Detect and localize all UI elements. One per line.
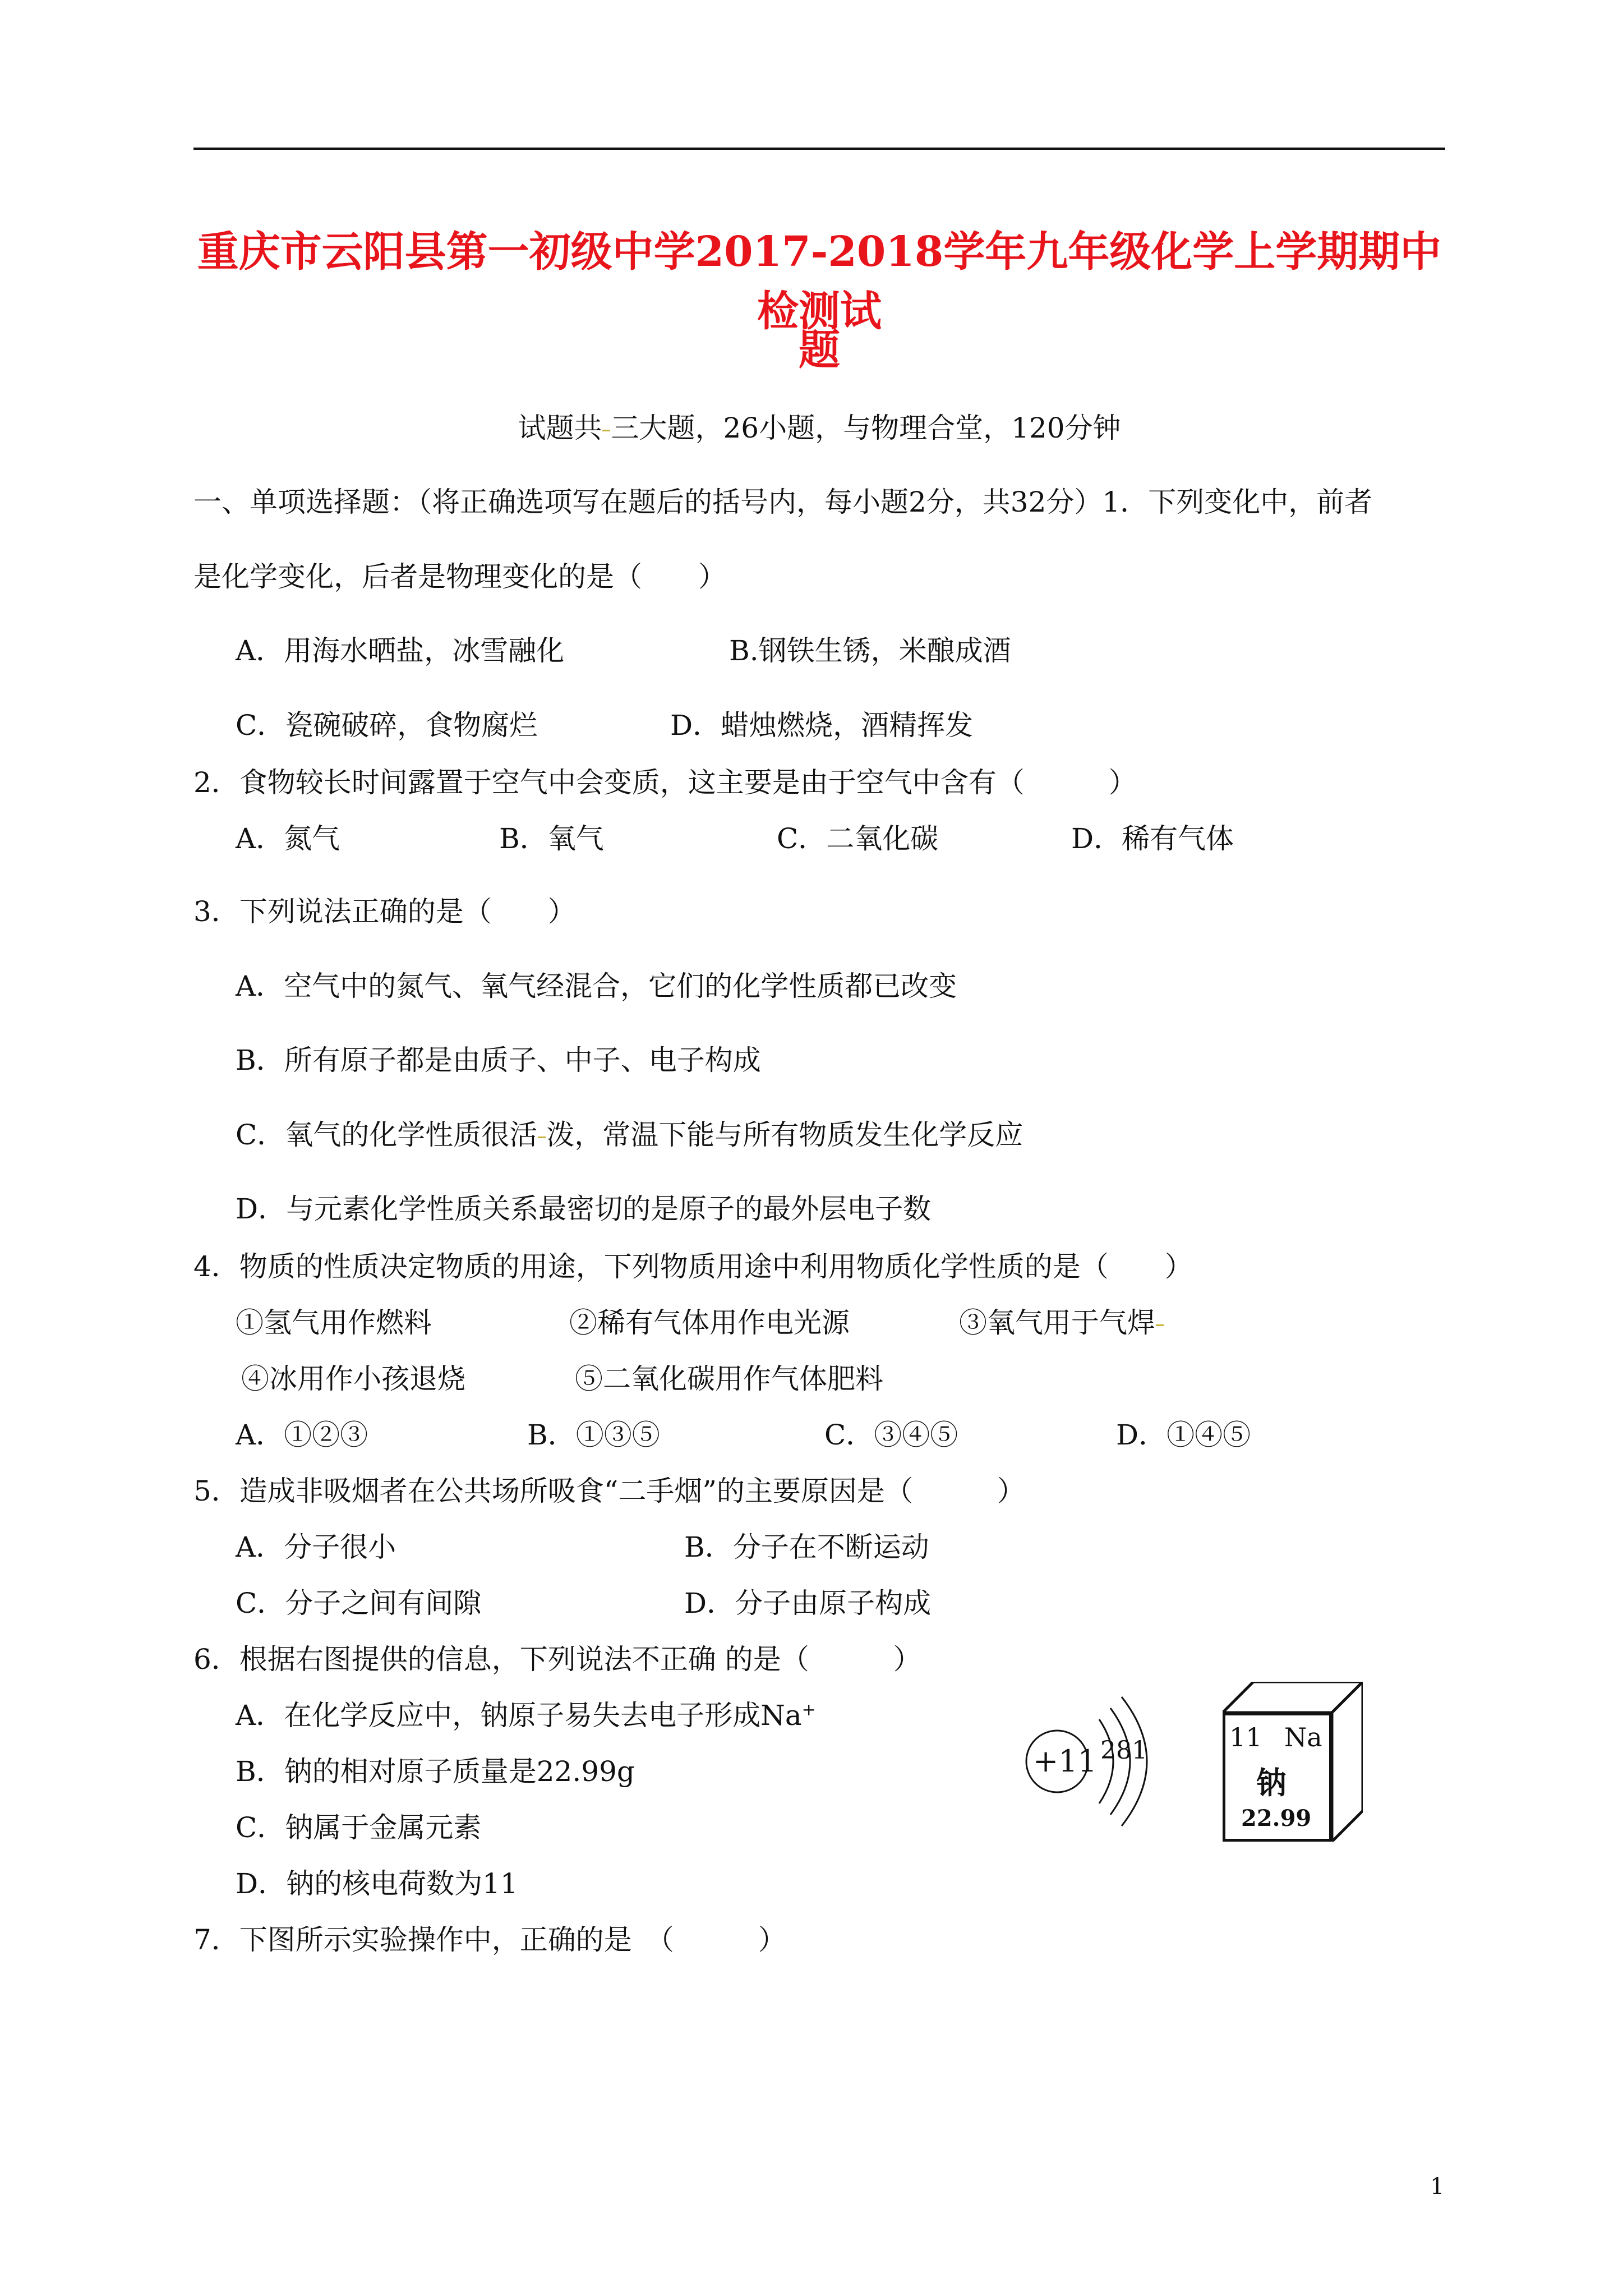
- q1-stem-cont: 是化学变化，后者是物理变化的是（ ）: [193, 560, 726, 593]
- q4-option-c: C．③④⑤: [824, 1419, 958, 1451]
- exam-title-cont: 题: [799, 326, 840, 374]
- q1-option-c: C．瓷碗破碎，食物腐烂: [236, 709, 538, 742]
- q4-item-5: ⑤二氧化碳用作气体肥料: [575, 1363, 883, 1395]
- q4-item-1: ①氢气用作燃料: [236, 1306, 432, 1339]
- atomic-mass: 22.99: [1241, 1805, 1312, 1832]
- q4-item-4: ④冰用作小孩退烧: [241, 1363, 465, 1395]
- q3-option-c-part-b: 泼，常温下能与所有物质发生化学反应: [546, 1119, 1023, 1151]
- subtitle-part-b: 三大题，26小题，与物理合堂，120分钟: [611, 412, 1121, 444]
- exam-subtitle: [193, 414, 1445, 442]
- section1-intro: 一、单项选择题：（将正确选项写在题后的括号内，每小题2分，共32分）1．下列变化中，前者: [193, 486, 1373, 518]
- q4-item-3-text: ③氧气用于气焊: [959, 1306, 1155, 1339]
- q5-option-d: D．分子由原子构成: [684, 1587, 932, 1619]
- q4-option-d: D．①④⑤: [1116, 1419, 1251, 1451]
- q6-option-c: C．钠属于金属元素: [236, 1811, 482, 1844]
- element-symbol: Na: [1284, 1722, 1322, 1752]
- q4-option-b: B．①③⑤: [527, 1419, 660, 1451]
- q3-option-c: [236, 1121, 1023, 1149]
- exam-title: 重庆市云阳县第一初级中学2017-2018学年九年级化学上学期期中检测试: [197, 228, 1442, 335]
- q6-option-b: B．钠的相对原子质量是22.99g: [236, 1755, 635, 1788]
- q3-option-b: B．所有原子都是由质子、中子、电子构成: [236, 1044, 761, 1076]
- page-number: 1: [1430, 2174, 1445, 2200]
- q5-option-c: C．分子之间有间隙: [236, 1587, 482, 1619]
- q4-item-2: ②稀有气体用作电光源: [569, 1306, 850, 1339]
- q6-option-d: D．钠的核电荷数为11: [236, 1867, 518, 1900]
- sodium-atom-diagram: [1021, 1688, 1206, 1829]
- q3-option-c-part-a: C．氧气的化学性质很活: [236, 1119, 538, 1151]
- header-rule: [193, 148, 1445, 150]
- edit-marker: [538, 1137, 546, 1138]
- q2-option-b: B．氧气: [499, 822, 604, 855]
- q1-option-b: B.钢铁生锈，米酿成酒: [729, 634, 1011, 667]
- q5-option-a: A．分子很小: [236, 1531, 396, 1563]
- q2-stem: 2．食物较长时间露置于空气中会变质，这主要是由于空气中含有（ ）: [193, 766, 1137, 799]
- subtitle-part-a: 试题共: [518, 412, 602, 444]
- element-name: 钠: [1256, 1765, 1287, 1801]
- q2-option-a: A．氮气: [236, 822, 340, 855]
- periodic-table-cell: [1223, 1682, 1363, 1842]
- nucleus-charge: +11: [1033, 1743, 1097, 1779]
- q5-stem: 5．造成非吸烟者在公共场所吸食“二手烟”的主要原因是（ ）: [193, 1475, 1025, 1507]
- q4-item-3: [959, 1306, 1164, 1339]
- q3-option-a: A．空气中的氮气、氧气经混合，它们的化学性质都已改变: [236, 970, 957, 1002]
- shell-electron-counts: 281: [1100, 1736, 1147, 1765]
- q6-option-a-sup: +: [801, 1700, 816, 1720]
- q4-stem: 4．物质的性质决定物质的用途，下列物质用途中利用物质化学性质的是（ ）: [193, 1250, 1193, 1283]
- q6-option-a-text: A．在化学反应中，钠原子易失去电子形成Na: [236, 1699, 802, 1732]
- q1-option-d: D．蜡烛燃烧，酒精挥发: [670, 709, 974, 742]
- q5-option-b: B．分子在不断运动: [684, 1531, 929, 1563]
- q6-stem: 6．根据右图提供的信息，下列说法不正确 的是（ ）: [193, 1643, 921, 1676]
- q3-stem: 3．下列说法正确的是（ ）: [193, 895, 576, 928]
- q2-option-d: D．稀有气体: [1071, 822, 1234, 855]
- q1-option-a: A．用海水晒盐，冰雪融化: [236, 634, 565, 667]
- q7-stem: 7．下图所示实验操作中，正确的是 （ ）: [193, 1924, 786, 1956]
- q2-option-c: C．二氧化碳: [777, 822, 939, 855]
- edit-marker: [1156, 1324, 1164, 1326]
- atomic-number: 11: [1229, 1722, 1262, 1752]
- q4-option-a: A．①②③: [236, 1419, 368, 1451]
- q3-option-d: D．与元素化学性质关系最密切的是原子的最外层电子数: [236, 1193, 932, 1225]
- q6-option-a: [236, 1699, 816, 1732]
- edit-marker: [602, 430, 610, 431]
